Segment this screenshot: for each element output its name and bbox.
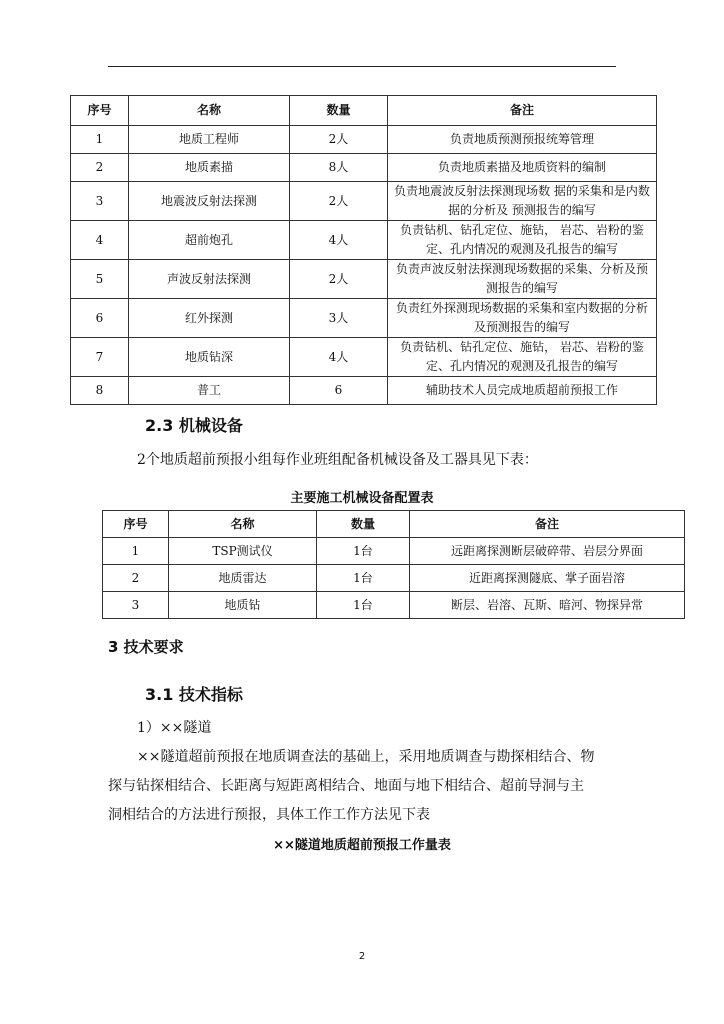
cell-note: 辅助技术人员完成地质超前预报工作 <box>388 377 657 405</box>
table-row <box>103 592 685 619</box>
list-item: 1）××隧道 <box>137 720 212 736</box>
cell-name: 地质雷达 <box>169 565 317 592</box>
header-rule <box>108 66 616 67</box>
cell-index: 7 <box>71 338 129 377</box>
cell-note: 负责地质预测预报统筹管理 <box>388 126 657 154</box>
cell-name: 地震波反射法探测 <box>129 182 290 221</box>
cell-quantity: 2人 <box>290 126 388 154</box>
cell-quantity: 6 <box>290 377 388 405</box>
cell-quantity: 2人 <box>290 182 388 221</box>
table-row <box>71 377 657 405</box>
cell-note: 负责钻机、钻孔定位、施钻， 岩芯、岩粉的鉴定、孔内情况的观测及孔报告的编写 <box>388 221 657 260</box>
section-heading: 3 技术要求 <box>108 638 184 656</box>
table-row <box>103 565 685 592</box>
cell-index: 3 <box>71 182 129 221</box>
cell-note: 负责声波反射法探测现场数据的采集、分析及预测报告的编写 <box>388 260 657 299</box>
cell-index: 4 <box>71 221 129 260</box>
table-header-row <box>103 511 685 538</box>
cell-name: 地质素描 <box>129 154 290 182</box>
header-cell: 数量 <box>290 96 388 126</box>
cell-quantity: 1台 <box>317 565 410 592</box>
cell-name: 声波反射法探测 <box>129 260 290 299</box>
header-cell: 序号 <box>103 511 169 538</box>
cell-index: 1 <box>103 538 169 565</box>
cell-note: 负责钻机、钻孔定位、施钻， 岩芯、岩粉的鉴定、孔内情况的观测及孔报告的编写 <box>388 338 657 377</box>
cell-quantity: 2人 <box>290 260 388 299</box>
cell-note: 远距离探测断层破碎带、岩层分界面 <box>410 538 685 565</box>
table-header-row <box>71 96 657 126</box>
table-row <box>71 182 657 221</box>
cell-note: 负责红外探测现场数据的采集和室内数据的分析及预测报告的编写 <box>388 299 657 338</box>
paragraph-line: 洞相结合的方法进行预报，具体工作工作方法见下表 <box>108 807 430 823</box>
table-caption: ××隧道地质超前预报工作量表 <box>273 838 451 853</box>
cell-note: 近距离探测隧底、掌子面岩溶 <box>410 565 685 592</box>
table-row <box>71 260 657 299</box>
header-cell: 序号 <box>71 96 129 126</box>
equipment-table <box>102 510 685 619</box>
header-cell: 备注 <box>388 96 657 126</box>
cell-quantity: 4人 <box>290 338 388 377</box>
cell-name: TSP测试仪 <box>169 538 317 565</box>
cell-name: 地质钻深 <box>129 338 290 377</box>
paragraph-line: 探与钻探相结合、长距离与短距离相结合、地面与地下相结合、超前导洞与主 <box>108 778 584 794</box>
cell-name: 红外探测 <box>129 299 290 338</box>
cell-name: 普工 <box>129 377 290 405</box>
cell-name: 地质工程师 <box>129 126 290 154</box>
page-number: 2 <box>358 951 366 962</box>
cell-note: 负责地质素描及地质资料的编制 <box>388 154 657 182</box>
cell-index: 2 <box>71 154 129 182</box>
table-caption: 主要施工机械设备配置表 <box>290 491 434 506</box>
staff-table <box>70 95 657 405</box>
cell-note: 负责地震波反射法探测现场数 据的采集和是内数据的分析及 预测报告的编写 <box>388 182 657 221</box>
cell-note: 断层、岩溶、瓦斯、暗河、物探异常 <box>410 592 685 619</box>
cell-index: 1 <box>71 126 129 154</box>
cell-quantity: 1台 <box>317 538 410 565</box>
header-cell: 数量 <box>317 511 410 538</box>
cell-index: 8 <box>71 377 129 405</box>
table-row <box>71 221 657 260</box>
cell-name: 超前炮孔 <box>129 221 290 260</box>
paragraph-line: ××隧道超前预报在地质调查法的基础上，采用地质调查与勘探相结合、物 <box>137 749 595 765</box>
table-row <box>71 126 657 154</box>
cell-name: 地质钻 <box>169 592 317 619</box>
cell-index: 2 <box>103 565 169 592</box>
subsection-heading: 3.1 技术指标 <box>145 685 243 704</box>
cell-quantity: 4人 <box>290 221 388 260</box>
intro-paragraph: 2个地质超前预报小组每作业班组配备机械设备及工器具见下表： <box>137 452 538 468</box>
section-heading: 2.3 机械设备 <box>145 416 243 435</box>
cell-index: 6 <box>71 299 129 338</box>
cell-quantity: 1台 <box>317 592 410 619</box>
cell-index: 3 <box>103 592 169 619</box>
header-cell: 备注 <box>410 511 685 538</box>
cell-index: 5 <box>71 260 129 299</box>
cell-quantity: 3人 <box>290 299 388 338</box>
header-cell: 名称 <box>169 511 317 538</box>
table-row <box>103 538 685 565</box>
table-row <box>71 299 657 338</box>
table-row <box>71 338 657 377</box>
table-row <box>71 154 657 182</box>
cell-quantity: 8人 <box>290 154 388 182</box>
header-cell: 名称 <box>129 96 290 126</box>
